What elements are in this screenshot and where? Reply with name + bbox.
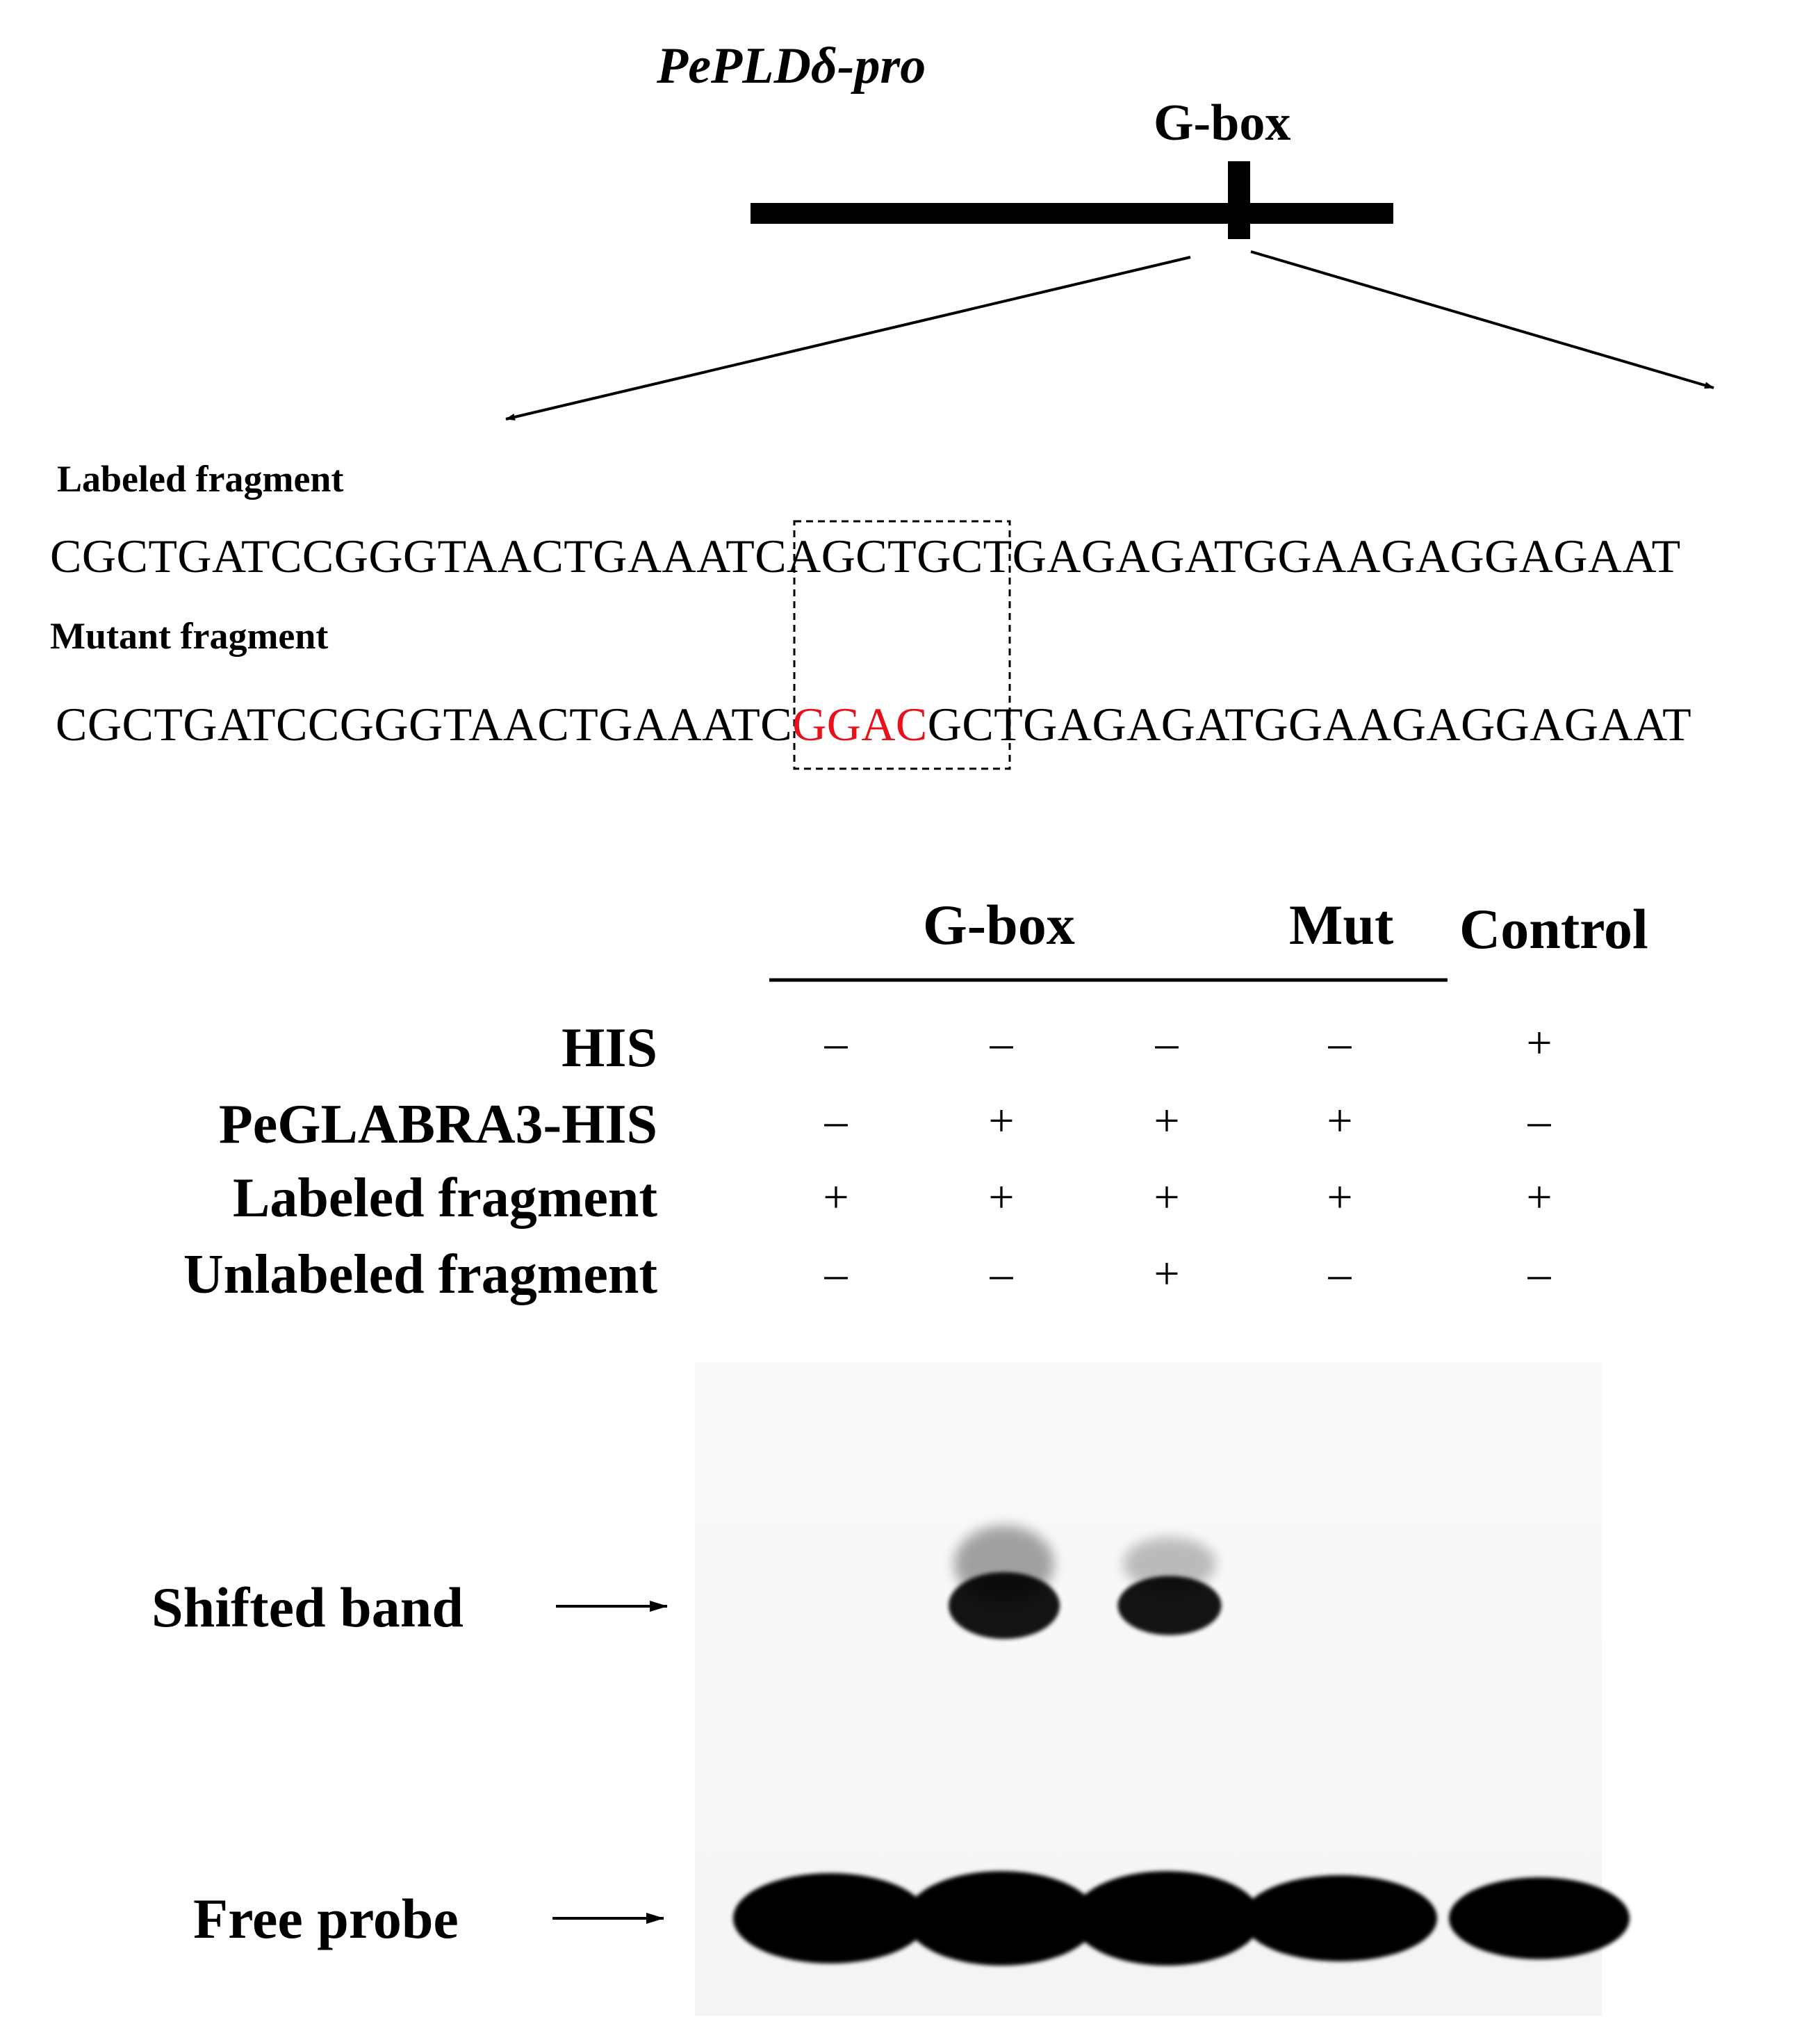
- condition-label-peglabra3-his: PeGLABRA3-HIS: [218, 1094, 657, 1155]
- group-label-g-box: G-box: [923, 893, 1075, 956]
- mutant-seq-suffix: GCTGAGAGATGGAAGAGGAGAAT: [927, 698, 1692, 751]
- labeled-seq-core: AGCTG: [787, 530, 951, 582]
- free-probe-band: [733, 1873, 928, 1963]
- condition-sign: +: [1154, 1095, 1180, 1146]
- mutant-fragment-label: Mutant fragment: [50, 615, 329, 657]
- condition-sign: –: [990, 1018, 1013, 1068]
- condition-sign: –: [1328, 1018, 1352, 1068]
- condition-sign: +: [988, 1095, 1015, 1146]
- mutant-seq-prefix: CGCTGATCCGGGTAACTGAAATC: [56, 698, 793, 751]
- free-probe-label: Free probe: [193, 1887, 459, 1950]
- condition-label-labeled-fragment: Labeled fragment: [232, 1168, 657, 1229]
- free-probe-band: [1449, 1877, 1630, 1959]
- condition-sign: +: [1154, 1172, 1180, 1223]
- mutant-seq-core: GGAC: [792, 698, 928, 751]
- condition-sign: –: [1527, 1248, 1551, 1299]
- condition-sign: +: [1154, 1248, 1180, 1299]
- condition-sign: –: [990, 1248, 1013, 1299]
- labeled-seq-suffix: CTGAGAGATGGAAGAGGAGAAT: [951, 530, 1681, 582]
- shifted-band: [949, 1572, 1060, 1639]
- labeled-seq-prefix: CGCTGATCCGGGTAACTGAAATC: [50, 530, 787, 582]
- shifted-band: [1117, 1576, 1221, 1635]
- group-label-control: Control: [1459, 897, 1648, 961]
- condition-sign: –: [824, 1018, 848, 1068]
- condition-label-unlabeled-fragment: Unlabeled fragment: [183, 1244, 657, 1305]
- condition-sign: –: [1155, 1018, 1179, 1068]
- free-probe-band: [1072, 1871, 1261, 1966]
- shifted-band-label: Shifted band: [151, 1576, 464, 1639]
- promoter-title: PePLDδ-pro: [657, 38, 926, 95]
- g-box-element-label: G-box: [1154, 95, 1291, 152]
- free-probe-band: [905, 1871, 1097, 1966]
- group-label-mut: Mut: [1289, 893, 1394, 956]
- condition-sign: +: [988, 1172, 1015, 1223]
- condition-label-his: HIS: [561, 1018, 657, 1079]
- free-probe-band: [1243, 1875, 1437, 1961]
- condition-sign: +: [823, 1172, 849, 1223]
- condition-sign: –: [824, 1248, 848, 1299]
- condition-sign: +: [1327, 1095, 1353, 1146]
- condition-sign: +: [1327, 1172, 1353, 1223]
- condition-sign: –: [1527, 1095, 1551, 1146]
- condition-sign: +: [1526, 1172, 1552, 1223]
- condition-sign: +: [1526, 1018, 1552, 1068]
- labeled-fragment-label: Labeled fragment: [57, 458, 344, 500]
- condition-sign: –: [1328, 1248, 1352, 1299]
- condition-sign: –: [824, 1095, 848, 1146]
